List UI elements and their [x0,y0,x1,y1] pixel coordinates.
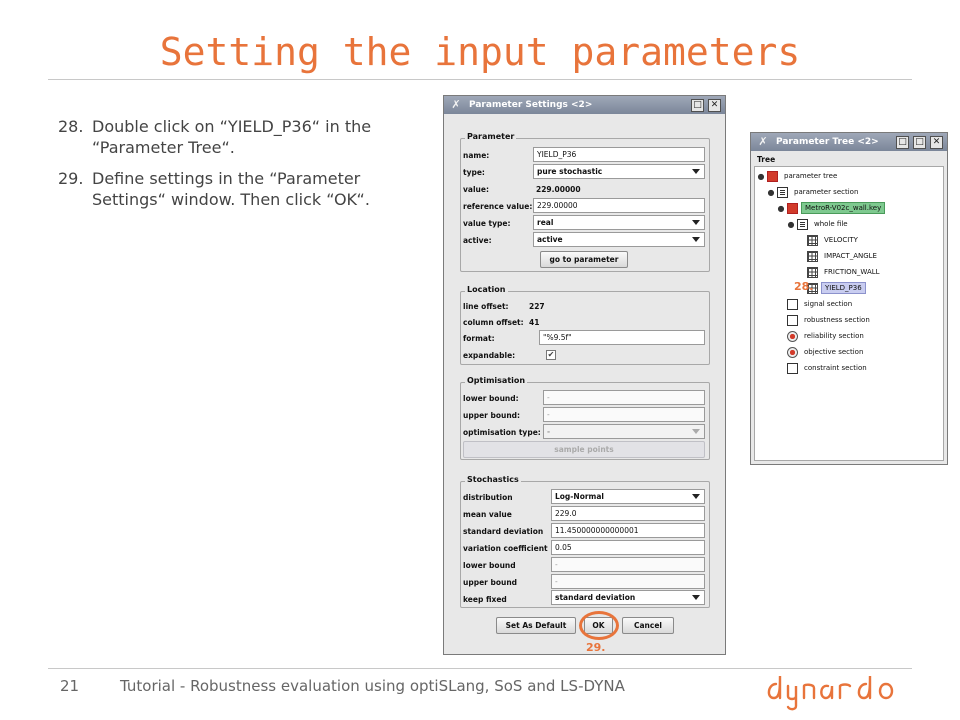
name-label: name: [463,150,490,160]
set-as-default-button[interactable]: Set As Default [496,617,576,634]
group-legend: Location [467,285,506,294]
tree-node-label: YIELD_P36 [821,282,866,294]
reference-value-field[interactable]: 229.00000 [533,198,705,213]
grid-icon [807,235,818,246]
chevron-down-icon [692,220,700,225]
slide-title: Setting the input parameters [159,30,801,74]
window-title: Parameter Settings <2> [469,100,593,110]
expand-toggle-icon[interactable]: ● [767,187,775,197]
tree-node[interactable] [777,297,855,311]
tree-node-label: VELOCITY [824,236,858,244]
variation-coefficient-field[interactable]: 0.05 [551,540,705,555]
footer-text: Tutorial - Robustness evaluation using optiSLang, SoS and LS-DYNA [120,677,625,695]
tree-node[interactable] [777,201,885,215]
tree-node-label: MetroR-V02c_wall.key [801,202,885,214]
tree-node-label: FRICTION_WALL [824,268,880,276]
chevron-down-icon [692,429,700,434]
keep-fixed-label: keep fixed [463,594,507,604]
upper-bound-field[interactable]: - [551,574,705,589]
lower-bound-label: lower bound: [463,393,519,403]
tree-node-label: reliability section [804,332,864,340]
chevron-down-icon [692,237,700,242]
distribution-label: distribution [463,492,513,502]
tree-node-label: IMPACT_ANGLE [824,252,877,260]
lower-bound-field[interactable]: - [551,557,705,572]
chevron-down-icon [692,494,700,499]
tree-node[interactable] [807,233,861,247]
logo-wordmark [769,676,892,709]
keep-fixed-value: standard deviation [555,593,636,602]
step-text: Double click on “YIELD_P36“ in the “Parameter Tree“. [92,117,372,157]
tree-node[interactable] [807,249,880,263]
keep-fixed-dropdown[interactable] [551,590,705,605]
expand-toggle-icon[interactable]: ● [787,219,795,229]
document-icon [797,219,808,230]
format-label: format: [463,333,495,343]
settings-titlebar[interactable] [444,96,725,114]
tree-node[interactable] [757,169,840,183]
reliability-icon [787,331,798,342]
document-icon [777,187,788,198]
minimize-button[interactable]: □ [896,136,909,149]
signal-icon [787,299,798,310]
file-icon [787,203,798,214]
java-swing-icon: ✗ [451,98,461,111]
parameter-group [460,132,710,272]
optimisation-type-label: optimisation type: [463,427,541,437]
instruction-step [58,168,418,210]
robustness-icon [787,315,798,326]
parameter-settings-window [443,95,726,655]
tree-node[interactable] [777,345,866,359]
lower-bound-label: lower bound [463,560,516,570]
stochastics-group [460,475,710,608]
title-divider [48,79,912,80]
step-28-callout: 28. [794,280,814,293]
java-swing-icon: ✗ [758,135,768,148]
tree-node-label: robustness section [804,316,870,324]
logo-text: dynardo [912,709,917,710]
variation-coefficient-label: variation coefficient [463,543,548,553]
close-button[interactable]: ✕ [708,99,721,112]
type-value: pure stochastic [537,167,603,176]
close-button[interactable]: ✕ [930,136,943,149]
value-type-value: real [537,218,554,227]
sample-points-button[interactable]: sample points [463,441,705,458]
location-group [460,285,710,365]
tree-node-label: parameter section [794,188,859,196]
tree-node-label: signal section [804,300,853,308]
tree-node[interactable] [767,185,861,199]
value-label: value: [463,184,489,194]
value-type-label: value type: [463,218,511,228]
expandable-label: expandable: [463,350,516,360]
ok-highlight-circle [579,611,619,640]
upper-bound-label: upper bound: [463,410,521,420]
optimisation-type-value: - [547,427,551,436]
cancel-button[interactable]: Cancel [622,617,674,634]
step-29-callout: 29. [586,641,606,654]
line-offset-label: line offset: [463,301,509,311]
grid-icon [807,251,818,262]
type-label: type: [463,167,485,177]
tree-root-icon [767,171,778,182]
page-number: 21 [60,677,80,695]
tree-panel [754,166,944,461]
tree-node[interactable] [777,313,873,327]
objective-icon [787,347,798,358]
upper-bound-field[interactable]: - [543,407,705,422]
expand-toggle-icon[interactable]: ● [757,171,765,181]
active-dropdown[interactable] [533,232,705,247]
optimisation-type-dropdown[interactable] [543,424,705,439]
ok-button[interactable]: OK [584,617,613,634]
instruction-list [58,116,418,220]
reference-value-label: reference value: [463,201,533,211]
tree-node[interactable] [787,217,851,231]
constraint-icon [787,363,798,374]
tree-node[interactable] [807,265,883,279]
tree-node[interactable] [777,329,867,343]
step-text: Define settings in the “Parameter Settings“ window. Then click “OK“. [92,169,370,209]
optimisation-group [460,376,710,460]
column-offset-label: column offset: [463,317,524,327]
step-number: 28. [58,117,84,136]
distribution-value: Log-Normal [555,492,604,501]
active-value: active [537,235,563,244]
tree-node-label: parameter tree [784,172,838,180]
step-number: 29. [58,169,84,188]
distribution-dropdown[interactable] [551,489,705,504]
value-display: 229.00000 [536,185,581,194]
window-title: Parameter Tree <2> [776,137,879,147]
tree-node-label: constraint section [804,364,867,372]
chevron-down-icon [692,595,700,600]
active-label: active: [463,235,492,245]
lower-bound-field[interactable]: - [543,390,705,405]
parameter-tree-window [750,132,948,465]
maximize-button[interactable]: □ [691,99,704,112]
tree-node-label: objective section [804,348,864,356]
group-legend: Stochastics [467,475,519,484]
chevron-down-icon [692,169,700,174]
format-field[interactable]: "%9.5f" [539,330,705,345]
value-type-dropdown[interactable] [533,215,705,230]
group-legend: Optimisation [467,376,526,385]
type-dropdown[interactable] [533,164,705,179]
column-offset-value: 41 [529,318,540,327]
tree-node-yield-p36[interactable] [807,281,866,295]
grid-icon [807,267,818,278]
standard-deviation-field[interactable]: 11.450000000000001 [551,523,705,538]
name-field[interactable]: YIELD_P36 [533,147,705,162]
mean-value-field[interactable]: 229.0 [551,506,705,521]
expandable-checkbox[interactable]: ✔ [547,350,555,359]
instruction-step [58,116,418,158]
expand-toggle-icon[interactable]: ● [777,203,785,213]
go-to-parameter-button[interactable]: go to parameter [540,251,628,268]
footer-divider [48,668,912,669]
standard-deviation-label: standard deviation [463,526,544,536]
group-legend: Parameter [467,132,515,141]
tree-titlebar[interactable] [751,133,947,151]
dynardo-logo [762,670,917,710]
tree-node[interactable] [777,361,870,375]
tree-caption: Tree [757,155,776,164]
tree-node-label: whole file [814,220,848,228]
maximize-button[interactable]: □ [913,136,926,149]
mean-value-label: mean value [463,509,512,519]
line-offset-value: 227 [529,302,545,311]
upper-bound-label: upper bound [463,577,518,587]
